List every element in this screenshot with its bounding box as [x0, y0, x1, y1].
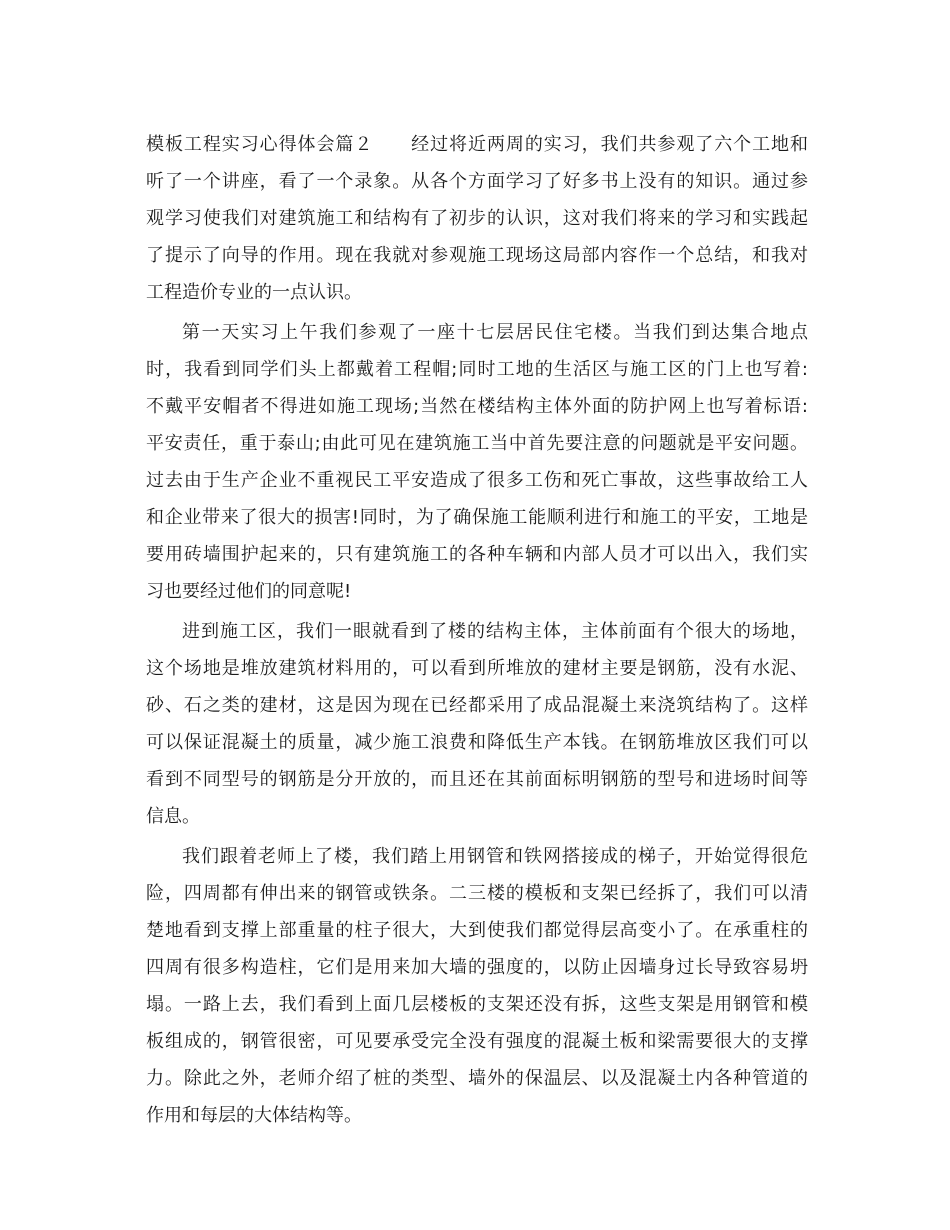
text-line: 四周有很多构造柱，它们是用来加大墙的强度的，以防止因墙身过长导致容易坍	[146, 957, 808, 978]
text-line: 板组成的，钢管很密，可见要承受完全没有强度的混凝土板和梁需要很大的支撑	[146, 1031, 808, 1052]
text-line: 不戴平安帽者不得进如施工现场;当然在楼结构主体外面的防护网上也写着标语:	[146, 396, 808, 417]
paragraph-3	[146, 613, 808, 835]
text-line: 模板工程实习心得体会篇２ 经过将近两周的实习，我们共参观了六个工地和	[146, 134, 808, 155]
text-line: 可以保证混凝土的质量，减少施工浪费和降低生产本钱。在钢筋堆放区我们可以	[146, 732, 808, 753]
text-line: 听了一个讲座，看了一个录象。从各个方面学习了好多书上没有的知识。通过参	[146, 171, 808, 192]
text-line: 作用和每层的大体结构等。	[146, 1105, 362, 1126]
text-line: 和企业带来了很大的损害!同时，为了确保施工能顺利进行和施工的平安，工地是	[146, 507, 808, 528]
text-line: 险，四周都有伸出来的钢管或铁条。二三楼的模板和支架已经拆了，我们可以清	[146, 883, 808, 904]
paragraph-4	[146, 838, 808, 1134]
text-line: 时，我看到同学们头上都戴着工程帽;同时工地的生活区与施工区的门上也写着:	[146, 359, 808, 380]
text-line: 习也要经过他们的同意呢!	[146, 581, 352, 602]
text-line: 信息。	[146, 806, 200, 827]
text-line: 这个场地是堆放建筑材料用的，可以看到所堆放的建材主要是钢筋，没有水泥、	[146, 658, 808, 679]
text-line: 平安责任，重于泰山;由此可见在建筑施工当中首先要注意的问题就是平安问题。	[146, 433, 808, 454]
text-line: 过去由于生产企业不重视民工平安造成了很多工伤和死亡事故，这些事故给工人	[146, 470, 808, 491]
text-line: 楚地看到支撑上部重量的柱子很大，大到使我们都觉得层高变小了。在承重柱的	[146, 920, 808, 941]
document-body	[146, 126, 808, 1134]
text-line: 进到施工区，我们一眼就看到了楼的结构主体，主体前面有个很大的场地，	[182, 621, 808, 642]
paragraph-1	[146, 126, 808, 311]
text-line: 力。除此之外，老师介绍了桩的类型、墙外的保温层、以及混凝土内各种管道的	[146, 1068, 808, 1089]
text-line: 看到不同型号的钢筋是分开放的，而且还在其前面标明钢筋的型号和进场时间等	[146, 769, 808, 790]
text-line: 塌。一路上去，我们看到上面几层楼板的支架还没有拆，这些支架是用钢管和模	[146, 994, 808, 1015]
text-line: 工程造价专业的一点认识。	[146, 282, 362, 303]
text-line: 了提示了向导的作用。现在我就对参观施工现场这局部内容作一个总结，和我对	[146, 245, 808, 266]
text-line: 我们跟着老师上了楼，我们踏上用钢管和铁网搭接成的梯子，开始觉得很危	[182, 846, 808, 867]
text-line: 要用砖墙围护起来的，只有建筑施工的各种车辆和内部人员才可以出入，我们实	[146, 544, 808, 565]
paragraph-2	[146, 314, 808, 610]
text-line: 砂、石之类的建材，这是因为现在已经都采用了成品混凝土来浇筑结构了。这样	[146, 695, 808, 716]
text-line: 观学习使我们对建筑施工和结构有了初步的认识，这对我们将来的学习和实践起	[146, 208, 808, 229]
text-line: 第一天实习上午我们参观了一座十七层居民住宅楼。当我们到达集合地点	[182, 322, 808, 343]
